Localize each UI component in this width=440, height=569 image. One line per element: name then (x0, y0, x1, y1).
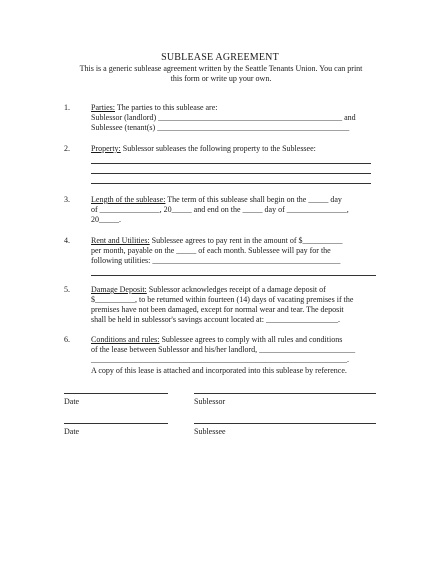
section-heading: Property: (91, 144, 121, 153)
section-text: 20_____. (91, 215, 121, 224)
utilities-blank-line[interactable] (91, 266, 376, 276)
section-heading: Rent and Utilities: (91, 236, 150, 245)
intro-line: This is a generic sublease agreement written by the Seattle Tenants Union. You can print (79, 64, 363, 73)
sublessor-signature-line[interactable] (194, 393, 376, 394)
section-text: ________________________________________________________________. (91, 355, 349, 364)
section-body (91, 103, 382, 133)
section-number: 1. (64, 103, 70, 112)
property-blank-line[interactable] (91, 154, 371, 164)
date-signature-line[interactable] (64, 423, 168, 424)
section-text: premises have not been damaged, except for normal wear and tear. The deposit (91, 305, 344, 314)
section-body (91, 144, 382, 184)
section-heading: Damage Deposit: (91, 285, 147, 294)
section-heading: Length of the sublease: (91, 195, 166, 204)
section-number: 2. (64, 144, 70, 153)
section-body (91, 195, 382, 225)
section-text: Sublessee agrees to pay rent in the amount of $__________ (151, 236, 343, 245)
sublessor-label: Sublessor (194, 397, 226, 406)
sublessee-label: Sublessee (194, 427, 226, 436)
date-label: Date (64, 397, 80, 406)
sublessee-signature-line[interactable] (194, 423, 376, 424)
section-text: Sublessee (tenant(s) ________________________________________________ (91, 123, 350, 132)
section-text: Sublessor subleases the following property to the Sublessee: (122, 144, 316, 153)
section-number: 4. (64, 236, 70, 245)
property-blank-line[interactable] (91, 164, 371, 174)
section-heading: Conditions and rules: (91, 335, 160, 344)
date-label: Date (64, 427, 80, 436)
property-blank-line[interactable] (91, 174, 371, 184)
date-signature-line[interactable] (64, 393, 168, 394)
section-text: of _______________, 20_____ and end on the _____ day of _______________, (91, 205, 349, 214)
section-text: A copy of this lease is attached and incorporated into this sublease by reference. (91, 366, 347, 375)
section-text: Sublessee agrees to comply with all rules and conditions (161, 335, 343, 344)
section-text: Sublessor acknowledges receipt of a damage deposit of (148, 285, 326, 294)
section-number: 6. (64, 335, 70, 344)
section-body (91, 335, 382, 365)
section-body (91, 285, 382, 325)
document-title: SUBLEASE AGREEMENT (161, 52, 279, 63)
section-text: following utilities: _______________________________________________ (91, 256, 341, 265)
intro-line: this form or write up your own. (170, 74, 272, 83)
section-body (91, 236, 382, 276)
section-text: Sublessor (landlord) ______________________________________________ and (91, 113, 356, 122)
section-text: per month, payable on the _____ of each month. Sublessee will pay for the (91, 246, 331, 255)
section-number: 3. (64, 195, 70, 204)
section-text: $__________, to be returned within fourteen (14) days of vacating premises if the (91, 295, 354, 304)
section-text: of the lease between Sublessor and his/her landlord, ________________________ (91, 345, 356, 354)
section-heading: Parties: (91, 103, 115, 112)
section-text: The term of this sublease shall begin on the _____ day (167, 195, 342, 204)
intro-text (60, 64, 382, 84)
section-number: 5. (64, 285, 70, 294)
section-text: shall be held in sublessor's savings account located at: __________________. (91, 315, 340, 324)
section-text: The parties to this sublease are: (116, 103, 218, 112)
